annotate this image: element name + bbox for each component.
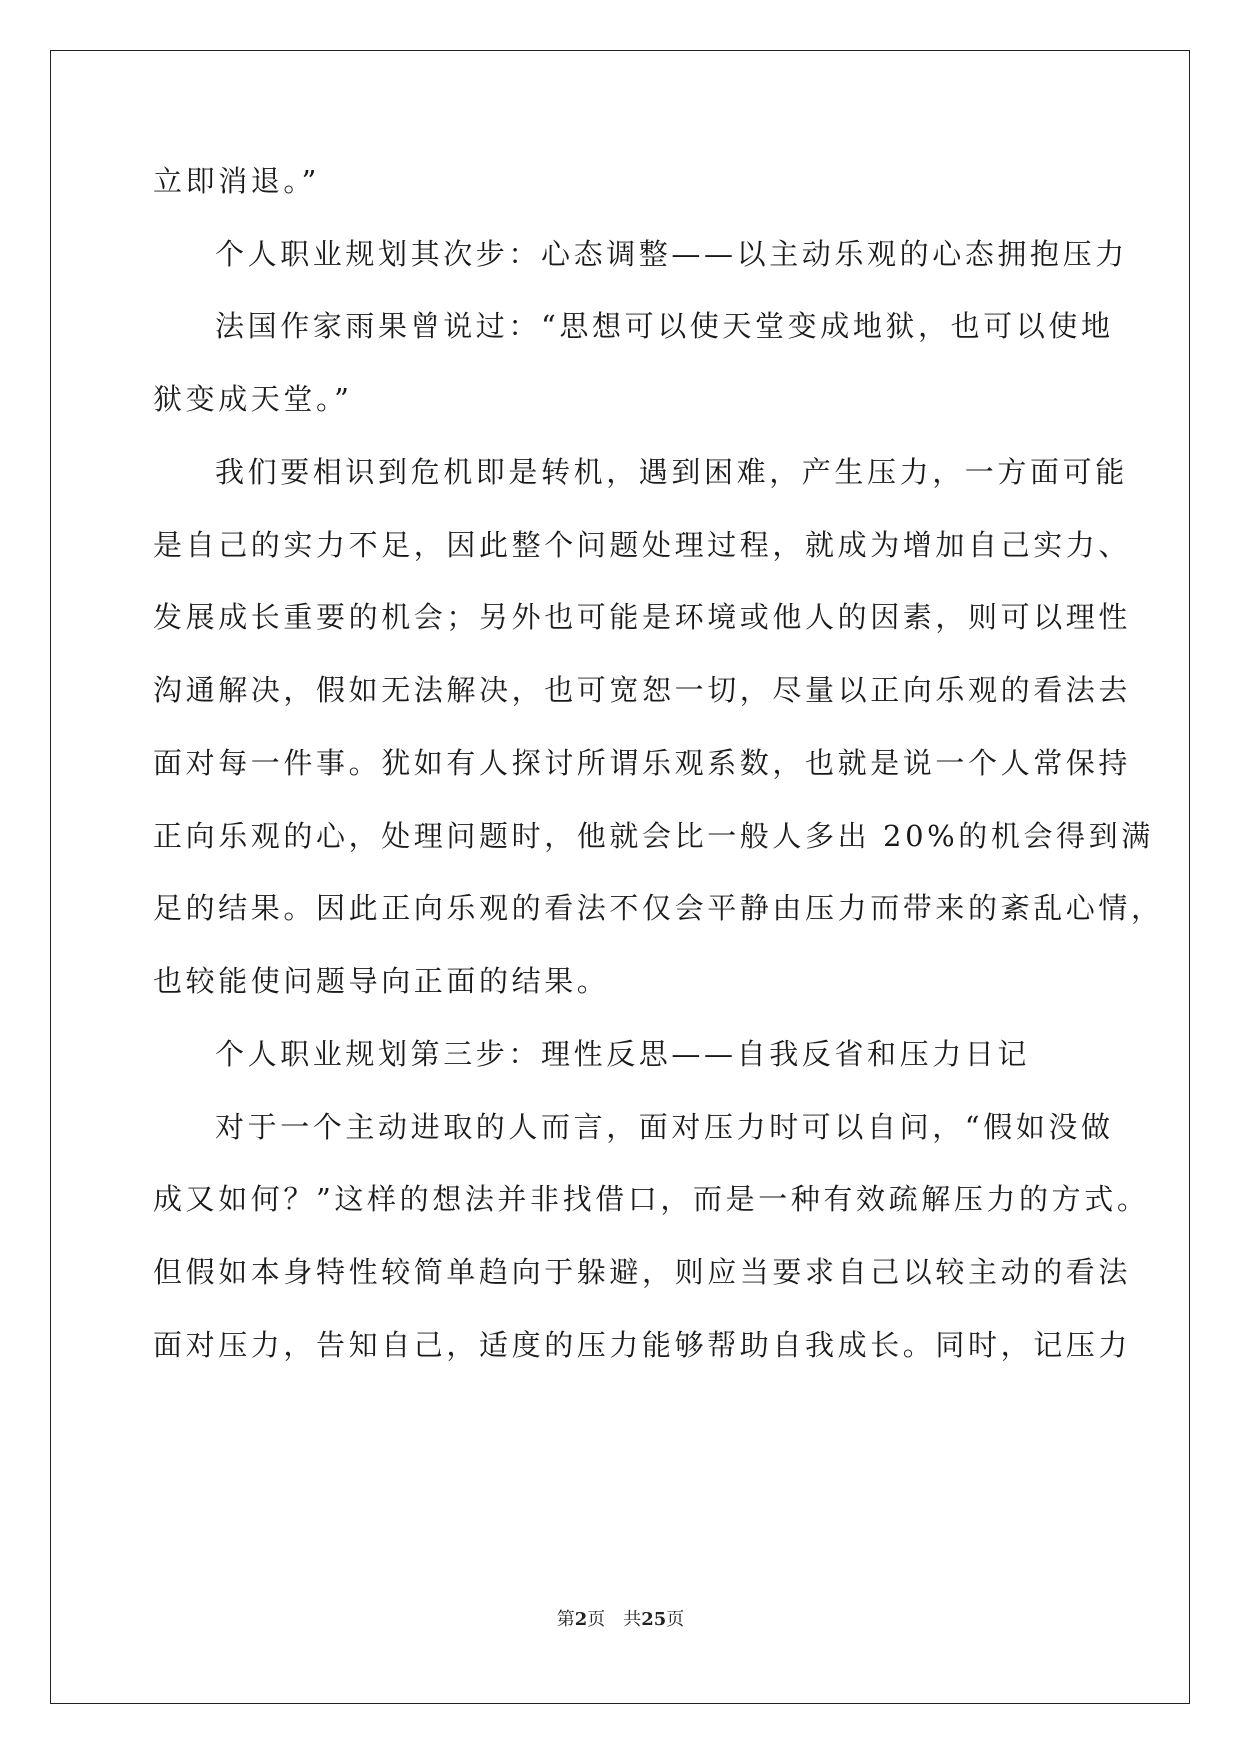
text-line: 正向乐观的心，处理问题时，他就会比一般人多出 20%的机会得到满 (153, 819, 1154, 853)
total-pages: 25 (641, 1609, 667, 1630)
section-heading: 个人职业规划第三步：理性反思——自我反省和压力日记 (215, 1037, 1031, 1071)
text-line: 但假如本身特性较简单趋向于躲避，则应当要求自己以较主动的看法 (153, 1255, 1132, 1289)
page-footer (0, 1608, 1241, 1632)
text-line: 是自己的实力不足，因此整个问题处理过程，就成为增加自己实力、 (153, 528, 1132, 562)
text-line: 我们要相识到危机即是转机，遇到困难，产生压力，一方面可能 (215, 455, 1128, 489)
text-line: 也较能使问题导向正面的结果。 (153, 964, 610, 998)
total-suffix: 页 (666, 1609, 685, 1630)
text-line: 面对压力，告知自己，适度的压力能够帮助自我成长。同时，记压力 (153, 1328, 1132, 1362)
page-suffix: 页 (587, 1609, 606, 1630)
text-line: 对于一个主动进取的人而言，面对压力时可以自问，“假如没做 (215, 1110, 1114, 1144)
text-line: 成又如何？”这样的想法并非找借口，而是一种有效疏解压力的方式。 (153, 1182, 1150, 1216)
text-line: 发展成长重要的机会；另外也可能是环境或他人的因素，则可以理性 (153, 600, 1132, 634)
text-line: 狱变成天堂。” (153, 382, 353, 416)
text-line: 面对每一件事。犹如有人探讨所谓乐观系数，也就是说一个人常保持 (153, 746, 1132, 780)
text-line: 法国作家雨果曾说过：“思想可以使天堂变成地狱，也可以使地 (215, 309, 1114, 343)
page-prefix: 第 (556, 1609, 575, 1630)
section-heading: 个人职业规划其次步：心态调整——以主动乐观的心态拥抱压力 (215, 237, 1128, 271)
text-line: 立即消退。” (153, 164, 320, 198)
text-line: 足的结果。因此正向乐观的看法不仅会平静由压力而带来的紊乱心情， (153, 891, 1164, 925)
page-border (50, 50, 1190, 1704)
text-line: 沟通解决，假如无法解决，也可宽恕一切，尽量以正向乐观的看法去 (153, 673, 1132, 707)
page-number: 2 (574, 1609, 588, 1630)
total-prefix: 共 (623, 1609, 642, 1630)
